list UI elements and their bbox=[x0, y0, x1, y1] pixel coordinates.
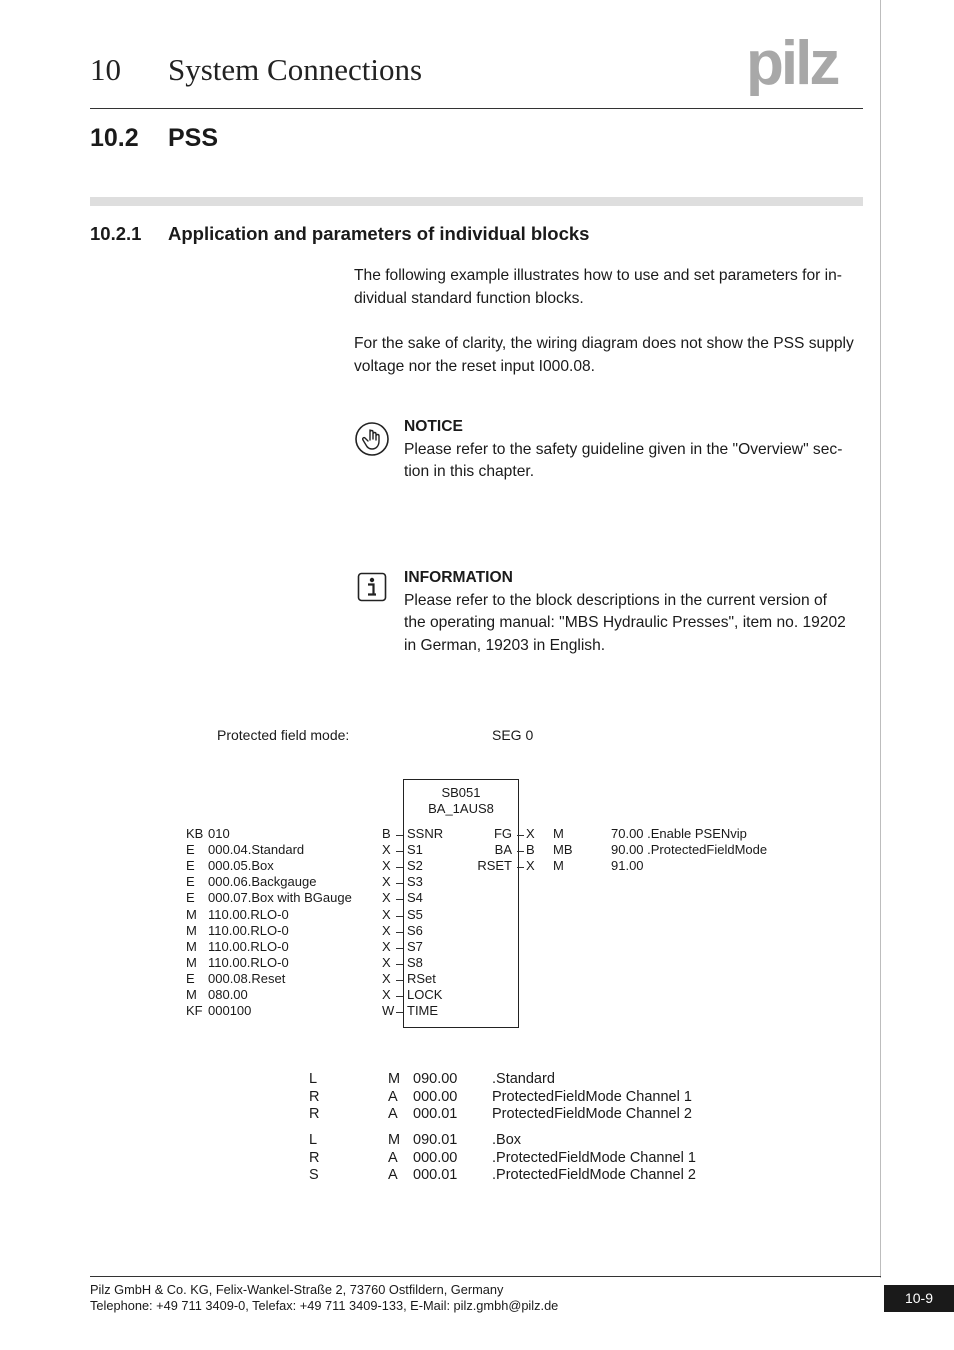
input-type: X bbox=[382, 987, 391, 1002]
logic-comment: .Box bbox=[492, 1132, 522, 1148]
input-type: X bbox=[382, 938, 391, 954]
hand-pointing-icon bbox=[354, 421, 390, 457]
input-wire bbox=[396, 883, 403, 884]
chapter-number: 10 bbox=[90, 52, 121, 87]
logic-address: 090.01 bbox=[413, 1132, 458, 1148]
information-heading: INFORMATION bbox=[404, 569, 513, 586]
input-operand: E bbox=[186, 858, 195, 874]
logic-operand: M bbox=[388, 1071, 401, 1087]
output-type: X bbox=[526, 858, 535, 874]
input-wire bbox=[396, 867, 403, 868]
intro-paragraph-1 bbox=[354, 265, 866, 310]
subsection-title: Application and parameters of individual blocks bbox=[168, 223, 590, 244]
input-wire bbox=[396, 899, 403, 900]
logic-comment: .Standard bbox=[492, 1071, 555, 1087]
input-operand: KB bbox=[186, 826, 204, 841]
information-block bbox=[404, 567, 866, 657]
input-type: X bbox=[382, 842, 391, 858]
input-pin: RSet bbox=[407, 970, 436, 986]
input-pin: S7 bbox=[407, 938, 423, 954]
input-address: 110.00.RLO-0 bbox=[208, 922, 289, 938]
logic-instruction: L bbox=[309, 1071, 318, 1087]
input-address: 110.00.RLO-0 bbox=[208, 906, 289, 922]
notice-line: tion in this chapter. bbox=[404, 463, 535, 480]
input-operand: E bbox=[186, 890, 195, 906]
logic-comment: .ProtectedFieldMode Channel 2 bbox=[492, 1167, 696, 1183]
input-operand: M bbox=[186, 906, 197, 922]
input-address: 010 bbox=[208, 826, 230, 841]
input-wire bbox=[396, 948, 403, 949]
output-address: 91.00 bbox=[611, 858, 644, 874]
page-number: 10-9 bbox=[884, 1285, 954, 1312]
input-pin: S5 bbox=[407, 906, 423, 922]
intro-line: The following example illustrates how to use and set parameters for in- bbox=[354, 267, 842, 284]
notice-heading: NOTICE bbox=[404, 418, 463, 435]
logic-comment: .ProtectedFieldMode Channel 1 bbox=[492, 1149, 696, 1166]
input-operand: M bbox=[186, 987, 197, 1002]
footer-rule bbox=[90, 1276, 881, 1277]
input-operand: KF bbox=[186, 1003, 203, 1019]
input-address: 000.08.Reset bbox=[208, 970, 286, 986]
input-operand: M bbox=[186, 954, 197, 970]
input-pin: S2 bbox=[407, 858, 423, 874]
information-line: in German, 19203 in English. bbox=[404, 636, 606, 654]
input-pin: S6 bbox=[407, 922, 423, 938]
logic-comment: ProtectedFieldMode Channel 2 bbox=[492, 1106, 692, 1122]
logic-instruction: L bbox=[309, 1132, 318, 1148]
logic-instruction: R bbox=[309, 1149, 320, 1166]
output-pin: RSET bbox=[477, 858, 512, 874]
information-line: the operating manual: "MBS Hydraulic Presses", item no. 19202 bbox=[404, 614, 846, 631]
logic-address: 000.01 bbox=[413, 1167, 458, 1183]
input-address: 000.07.Box with BGauge bbox=[208, 890, 352, 906]
mode-label: Protected field mode: bbox=[217, 727, 350, 743]
input-type: W bbox=[382, 1003, 395, 1019]
input-wire bbox=[396, 1012, 403, 1013]
input-wire bbox=[396, 996, 403, 997]
logo-text: pilz bbox=[746, 29, 838, 96]
input-type: X bbox=[382, 970, 391, 986]
logic-address: 000.01 bbox=[413, 1106, 458, 1122]
logic-operand: A bbox=[388, 1106, 398, 1122]
output-operand: MB bbox=[553, 842, 573, 858]
block-type: BA_1AUS8 bbox=[428, 801, 494, 816]
output-wire bbox=[517, 867, 524, 868]
information-line: Please refer to the block descriptions in the current version of bbox=[404, 591, 827, 609]
input-address: 110.00.RLO-0 bbox=[208, 938, 289, 954]
input-pin: S4 bbox=[407, 890, 423, 906]
input-operand: M bbox=[186, 922, 197, 938]
input-type: X bbox=[382, 906, 391, 922]
input-type: X bbox=[382, 922, 391, 938]
logic-instruction: R bbox=[309, 1106, 320, 1122]
logic-operand: A bbox=[388, 1149, 398, 1166]
footer-line-2: Telephone: +49 711 3409-0, Telefax: +49 711 3409-133, E-Mail: pilz.gmbh@pilz.de bbox=[90, 1298, 559, 1313]
notice-block bbox=[404, 416, 866, 484]
logic-address: 000.00 bbox=[413, 1149, 458, 1166]
section-number: 10.2 bbox=[90, 124, 139, 152]
input-wire bbox=[396, 964, 403, 965]
input-wire bbox=[396, 835, 403, 836]
input-address: 110.00.RLO-0 bbox=[208, 954, 289, 970]
logic-instruction: R bbox=[309, 1088, 320, 1105]
logic-instruction: S bbox=[309, 1167, 319, 1183]
output-address: 70.00 .Enable PSENvip bbox=[611, 826, 747, 841]
input-pin: S1 bbox=[407, 842, 423, 858]
page-edge-rule bbox=[880, 0, 881, 1278]
section-divider bbox=[90, 197, 863, 206]
output-pin: BA bbox=[494, 842, 512, 858]
output-wire bbox=[517, 835, 524, 836]
input-address: 000.06.Backgauge bbox=[208, 874, 317, 890]
section-title: PSS bbox=[168, 124, 219, 152]
input-operand: E bbox=[186, 842, 195, 858]
footer-line-1: Pilz GmbH & Co. KG, Felix-Wankel-Straße 2, 73760 Ostfildern, Germany bbox=[90, 1282, 504, 1297]
input-wire bbox=[396, 916, 403, 917]
input-wire bbox=[396, 932, 403, 933]
input-pin: S3 bbox=[407, 874, 423, 890]
input-address: 000.04.Standard bbox=[208, 842, 305, 858]
output-type: B bbox=[526, 842, 535, 858]
intro-line: voltage nor the reset input I000.08. bbox=[354, 357, 596, 375]
logic-operand: M bbox=[388, 1132, 401, 1148]
output-wire bbox=[517, 851, 524, 852]
intro-line: For the sake of clarity, the wiring diagram does not show the PSS supply bbox=[354, 335, 854, 352]
header-rule bbox=[90, 108, 863, 109]
input-type: X bbox=[382, 890, 391, 906]
pilz-logo bbox=[746, 26, 866, 96]
input-operand: E bbox=[186, 970, 195, 986]
notice-line: Please refer to the safety guideline given in the "Overview" sec- bbox=[404, 440, 843, 458]
logic-operand: A bbox=[388, 1088, 398, 1105]
block-name: SB051 bbox=[441, 785, 481, 800]
subsection-number: 10.2.1 bbox=[90, 223, 142, 244]
logic-address: 000.00 bbox=[413, 1088, 458, 1105]
input-address: 000.05.Box bbox=[208, 858, 274, 874]
input-pin: LOCK bbox=[407, 987, 443, 1002]
input-wire bbox=[396, 851, 403, 852]
output-pin: FG bbox=[493, 826, 512, 841]
output-address: 90.00 .ProtectedFieldMode bbox=[611, 842, 768, 858]
mode-value: SEG 0 bbox=[492, 727, 534, 743]
input-pin: S8 bbox=[407, 954, 423, 970]
logic-comment: ProtectedFieldMode Channel 1 bbox=[492, 1088, 692, 1105]
input-operand: E bbox=[186, 874, 195, 890]
logic-operand: A bbox=[388, 1167, 398, 1183]
intro-line: dividual standard function blocks. bbox=[354, 289, 584, 307]
input-type: B bbox=[382, 826, 391, 841]
input-operand: M bbox=[186, 938, 197, 954]
intro-paragraph-2 bbox=[354, 333, 866, 378]
input-type: X bbox=[382, 874, 391, 890]
input-wire bbox=[396, 980, 403, 981]
input-pin: SSNR bbox=[407, 826, 444, 841]
footer-address bbox=[90, 1282, 558, 1314]
input-address: 080.00 bbox=[208, 987, 248, 1002]
logic-address: 090.00 bbox=[413, 1071, 458, 1087]
output-operand: M bbox=[553, 858, 564, 874]
input-type: X bbox=[382, 858, 391, 874]
input-type: X bbox=[382, 954, 391, 970]
input-address: 000100 bbox=[208, 1003, 252, 1019]
info-icon bbox=[357, 572, 387, 602]
chapter-title: System Connections bbox=[168, 52, 423, 87]
output-type: X bbox=[526, 826, 535, 841]
output-operand: M bbox=[553, 826, 564, 841]
input-pin: TIME bbox=[407, 1003, 439, 1019]
